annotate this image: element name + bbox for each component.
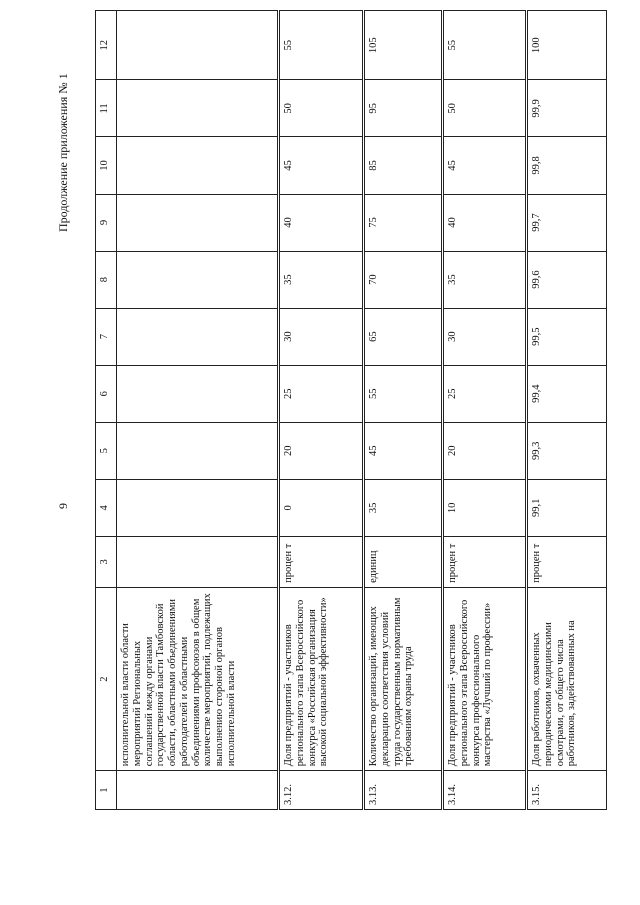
row-number: 3.13.: [364, 771, 443, 810]
value-cell: [117, 251, 279, 308]
value-cell: 35: [364, 479, 443, 536]
col-num-11: 11: [96, 80, 117, 137]
value-cell: 99,4: [527, 365, 607, 422]
unit-cell: единиц: [364, 536, 443, 587]
value-cell: 10: [443, 479, 527, 536]
col-num-3: 3: [96, 536, 117, 587]
value-cell: 55: [279, 11, 364, 80]
col-num-4: 4: [96, 479, 117, 536]
value-cell: 95: [364, 80, 443, 137]
value-cell: 55: [364, 365, 443, 422]
unit-cell: процен т: [527, 536, 607, 587]
value-cell: [117, 11, 279, 80]
table-row: [364, 11, 443, 810]
value-cell: 55: [443, 11, 527, 80]
indicator-description: исполнительной власти области мероприятий Региональных соглашений между органами государственной власти Тамбовской области, областными объединениями работодателей и областными объединениями профсоюзов в общем количестве мероприятий, подлежащих выполнению стороной органов исполнительной власти: [117, 587, 279, 770]
value-cell: 99,6: [527, 251, 607, 308]
value-cell: [117, 194, 279, 251]
indicator-description: Доля предприятий - участников регионального этапа Всероссийского конкурса «Российская организация высокой социальной эффективности»: [279, 587, 364, 770]
value-cell: 50: [443, 80, 527, 137]
value-cell: 35: [443, 251, 527, 308]
col-num-8: 8: [96, 251, 117, 308]
page-number: 9: [56, 503, 70, 509]
value-cell: 45: [364, 422, 443, 479]
value-cell: 25: [443, 365, 527, 422]
row-number: [117, 771, 279, 810]
value-cell: 99,9: [527, 80, 607, 137]
value-cell: [117, 137, 279, 194]
value-cell: [117, 365, 279, 422]
col-num-9: 9: [96, 194, 117, 251]
value-cell: 0: [279, 479, 364, 536]
value-cell: [117, 479, 279, 536]
col-num-6: 6: [96, 365, 117, 422]
value-cell: 40: [279, 194, 364, 251]
value-cell: 45: [279, 137, 364, 194]
value-cell: 75: [364, 194, 443, 251]
value-cell: 99,1: [527, 479, 607, 536]
table-row: [443, 11, 527, 810]
value-cell: 20: [279, 422, 364, 479]
value-cell: 45: [443, 137, 527, 194]
value-cell: 35: [279, 251, 364, 308]
col-num-1: 1: [96, 771, 117, 810]
value-cell: 99,8: [527, 137, 607, 194]
value-cell: 99,3: [527, 422, 607, 479]
column-number-row: [96, 11, 117, 810]
value-cell: 99,5: [527, 308, 607, 365]
unit-cell: процен т: [279, 536, 364, 587]
value-cell: [117, 308, 279, 365]
value-cell: 50: [279, 80, 364, 137]
col-num-7: 7: [96, 308, 117, 365]
col-num-10: 10: [96, 137, 117, 194]
value-cell: 105: [364, 11, 443, 80]
value-cell: 65: [364, 308, 443, 365]
value-cell: 99,7: [527, 194, 607, 251]
value-cell: 40: [443, 194, 527, 251]
indicator-description: Доля предприятий - участников регионального этапа Всероссийского конкурса профессионального мастерства «Лучший по профессии»: [443, 587, 527, 770]
value-cell: 30: [443, 308, 527, 365]
value-cell: 30: [279, 308, 364, 365]
value-cell: [117, 80, 279, 137]
value-cell: 85: [364, 137, 443, 194]
value-cell: 100: [527, 11, 607, 80]
col-num-2: 2: [96, 587, 117, 770]
value-cell: 20: [443, 422, 527, 479]
row-number: 3.14.: [443, 771, 527, 810]
table-row: [279, 11, 364, 810]
row-number: 3.15.: [527, 771, 607, 810]
unit-cell: [117, 536, 279, 587]
col-num-5: 5: [96, 422, 117, 479]
unit-cell: процен т: [443, 536, 527, 587]
value-cell: 25: [279, 365, 364, 422]
table-row: [117, 11, 279, 810]
indicators-table: [95, 10, 607, 810]
continuation-header: Продолжение приложения № 1: [56, 73, 70, 232]
value-cell: [117, 422, 279, 479]
table-row: [527, 11, 607, 810]
indicator-description: Количество организаций, имеющих декларацию соответствия условий труда государственным нормативным требованиям охраны труда: [364, 587, 443, 770]
indicator-description: Доля работников, охваченных периодическими медицинскими осмотрами, от общего числа работников, задействованных на: [527, 587, 607, 770]
col-num-12: 12: [96, 11, 117, 80]
row-number: 3.12.: [279, 771, 364, 810]
value-cell: 70: [364, 251, 443, 308]
